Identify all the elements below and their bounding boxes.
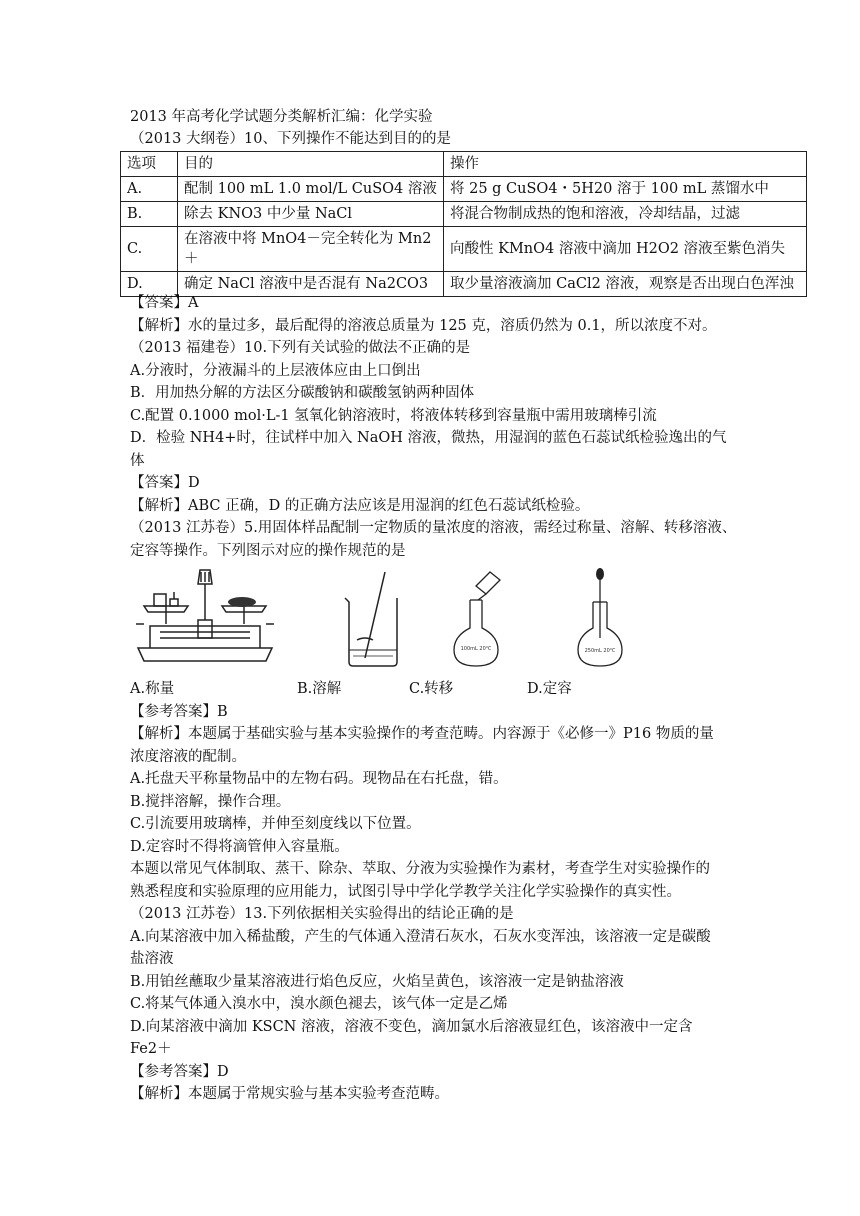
q3-analysis: B.搅拌溶解，操作合理。 (130, 794, 291, 810)
q3-analysis: C.引流要用玻璃棒，并伸至刻度线以下位置。 (130, 816, 421, 832)
q3-analysis: 熟悉程度和实验原理的应用能力，试图引导中学化学教学关注化学实验操作的真实性。 (130, 884, 681, 900)
document-title: 2013 年高考化学试题分类解析汇编：化学实验 (130, 109, 433, 125)
option-cell: D. (121, 272, 178, 297)
q3-analysis: D.定容时不得将滴管伸入容量瓶。 (130, 839, 349, 855)
q2-stem: （2013 福建卷）10.下列有关试验的做法不正确的是 (130, 340, 471, 356)
q2-option: B．用加热分解的方法区分碳酸钠和碳酸氢钠两种固体 (130, 385, 475, 401)
table-header-cell: 目的 (178, 152, 444, 177)
flask-mark: 250mL 20℃ (584, 648, 616, 654)
goal-cell: 除去 KNO3 中少量 NaCl (178, 202, 444, 227)
q3-analysis: A.托盘天平称量物品中的左物右码。现物品在右托盘，错。 (130, 771, 508, 787)
q3-analysis: 本题以常见气体制取、蒸干、除杂、萃取、分液为实验操作为素材，考查学生对实验操作的 (130, 861, 710, 877)
q2-answer: 【答案】D (130, 475, 200, 491)
figure-label-c: C.转移 (409, 681, 454, 697)
q4-option: A.向某溶液中加入稀盐酸，产生的气体通入澄清石灰水，石灰水变浑浊，该溶液一定是碳酸 (130, 929, 711, 945)
balance-figure (130, 566, 280, 671)
table-header-row (121, 152, 807, 177)
q3-answer: 【参考答案】B (130, 704, 228, 720)
goal-cell: 配制 100 mL 1.0 mol/L CuSO4 溶液 (178, 177, 444, 202)
q4-option: Fe2＋ (130, 1041, 172, 1057)
table-row (121, 272, 807, 297)
figure-label-a: A.称量 (130, 681, 175, 697)
figure-label-d: D.定容 (527, 681, 572, 697)
q4-option: D.向某溶液中滴加 KSCN 溶液，溶液不变色，滴加氯水后溶液显红色，该溶液中一定含 (130, 1019, 693, 1035)
q3-figures (130, 566, 630, 676)
beaker-figure (335, 566, 415, 671)
q1-stem: （2013 大纲卷）10、下列操作不能达到目的的是 (130, 131, 451, 147)
q4-answer: 【参考答案】D (130, 1064, 229, 1080)
goal-cell: 确定 NaCl 溶液中是否混有 Na2CO3 (178, 272, 444, 297)
operation-cell: 将 25 g CuSO4・5H20 溶于 100 mL 蒸馏水中 (444, 177, 807, 202)
q3-analysis: 【解析】本题属于基础实验与基本实验操作的考查范畴。内容源于《必修一》P16 物质的量 (130, 726, 714, 742)
option-cell: C. (121, 227, 178, 272)
table-row (121, 177, 807, 202)
option-cell: B. (121, 202, 178, 227)
table-header-cell: 选项 (121, 152, 178, 177)
q4-stem: （2013 江苏卷）13.下列依据相关实验得出的结论正确的是 (130, 906, 514, 922)
q1-analysis: 【解析】水的量过多，最后配得的溶液总质量为 125 克，溶质仍然为 0.1，所以浓度不对。 (130, 318, 717, 334)
goal-cell: 在溶液中将 MnO4－完全转化为 Mn2＋ (178, 227, 444, 272)
q3-stem: 定容等操作。下列图示对应的操作规范的是 (130, 543, 406, 559)
q2-option: 体 (130, 453, 145, 469)
q4-option: B.用铂丝蘸取少量某溶液进行焰色反应，火焰呈黄色，该溶液一定是钠盐溶液 (130, 974, 624, 990)
flask-mark: 100mL 20℃ (460, 646, 492, 652)
q4-option: C.将某气体通入溴水中，溴水颜色褪去，该气体一定是乙烯 (130, 996, 508, 1012)
option-cell: A. (121, 177, 178, 202)
q2-analysis: 【解析】ABC 正确，D 的正确方法应该是用湿润的红色石蕊试纸检验。 (130, 498, 590, 514)
table-row (121, 227, 807, 272)
figure-label-b: B.溶解 (297, 681, 342, 697)
q4-analysis: 【解析】本题属于常规实验与基本实验考查范畴。 (130, 1086, 449, 1102)
operation-cell: 将混合物制成热的饱和溶液，冷却结晶，过滤 (444, 202, 807, 227)
q1-answer: 【答案】A (130, 295, 199, 311)
table-header-cell: 操作 (444, 152, 807, 177)
q2-option: C.配置 0.1000 mol·L-1 氢氧化钠溶液时，将液体转移到容量瓶中需用玻璃棒引流 (130, 408, 657, 424)
table-row (121, 202, 807, 227)
q1-table (120, 151, 807, 297)
q3-analysis: 浓度溶液的配制。 (130, 749, 246, 765)
operation-cell: 取少量溶液滴加 CaCl2 溶液，观察是否出现白色浑浊 (444, 272, 807, 297)
q2-option: A.分液时，分液漏斗的上层液体应由上口倒出 (130, 363, 421, 379)
q4-option: 盐溶液 (130, 951, 174, 967)
q3-stem: （2013 江苏卷）5.用固体样品配制一定物质的量浓度的溶液，需经过称量、溶解、转移溶液、 (130, 520, 737, 536)
dropper-flask-figure (570, 566, 630, 671)
operation-cell: 向酸性 KMnO4 溶液中滴加 H2O2 溶液至紫色消失 (444, 227, 807, 272)
q2-option: D．检验 NH4+时，往试样中加入 NaOH 溶液，微热，用湿润的蓝色石蕊试纸检验逸出的气 (130, 430, 727, 446)
transfer-flask-figure (448, 566, 508, 671)
